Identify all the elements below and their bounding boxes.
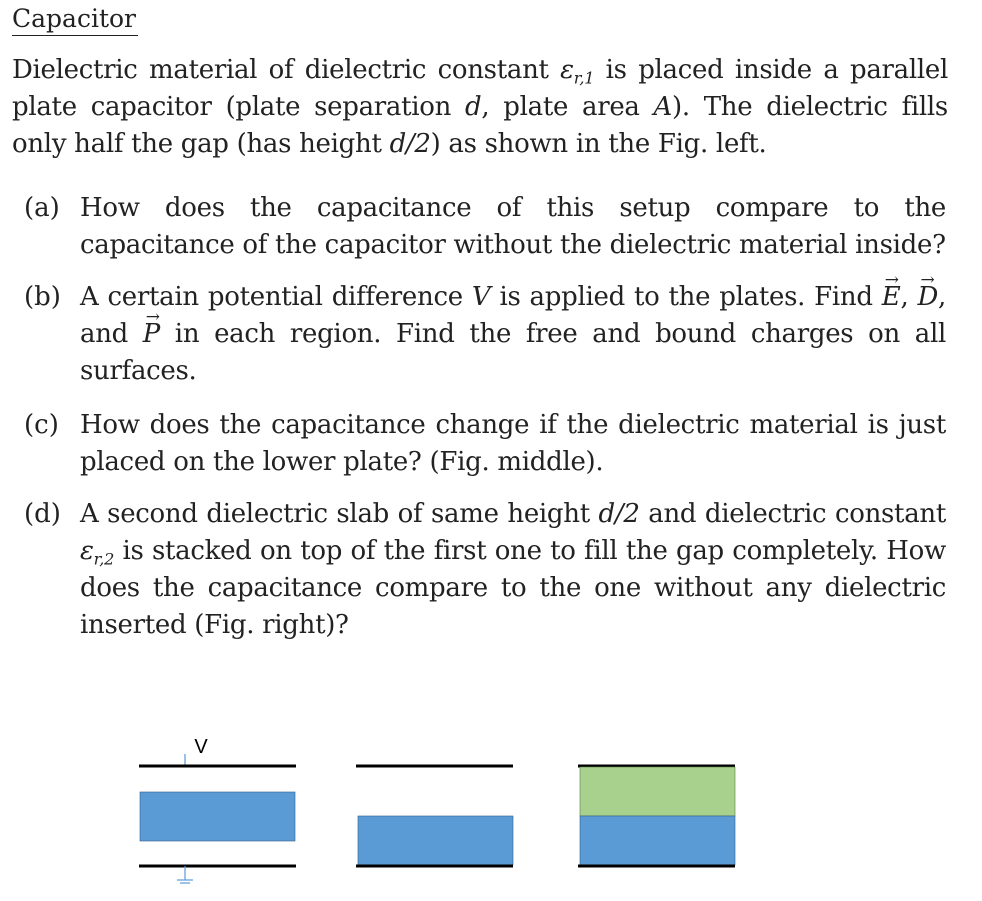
section-title: Capacitor: [12, 3, 138, 36]
question-text: A certain potential difference V is applied to the plates. Find → E, → D, and → P in each region. Find the free and bound charges on all surfaces.: [80, 279, 946, 390]
question-text: A second dielectric slab of same height d/2 and dielectric constant $\varepsilon_{r,2}$ is stacked on top of the first one to fill the gap completely. How does the capacitance compare to the one without any dielectric inserted (Fig. right)?: [80, 499, 946, 640]
vector-d: → D: [917, 279, 938, 316]
question-label: (c): [24, 410, 59, 440]
dielectric-slab-1: [580, 816, 735, 865]
dielectric-slab: [140, 792, 295, 841]
ground-icon: [177, 866, 193, 883]
problem-statement: Dielectric material of dielectric constant $\varepsilon_{r,1}$ is placed inside a parallel plate capacitor (plate separation d, plate area A). The dielectric fills only half the gap (has height d/2) as shown in the Fig. left.: [12, 55, 949, 159]
question-text: How does the capacitance of this setup compare to the capacitance of the capacitor without the dielectric material inside?: [80, 193, 946, 260]
question-label: (a): [24, 193, 60, 223]
figure-left: [139, 736, 296, 883]
figure-middle: [356, 766, 513, 866]
figure-right: [578, 766, 735, 866]
vector-e: → E: [882, 279, 901, 316]
voltage-label: V: [194, 736, 208, 758]
vector-p: → P: [143, 316, 160, 353]
question-label: (b): [24, 282, 61, 312]
dielectric-slab-2: [580, 767, 735, 816]
question-text: How does the capacitance change if the dielectric material is just placed on the lower plate? (Fig. middle).: [80, 410, 946, 477]
question-label: (d): [24, 499, 61, 529]
dielectric-slab: [358, 816, 513, 865]
